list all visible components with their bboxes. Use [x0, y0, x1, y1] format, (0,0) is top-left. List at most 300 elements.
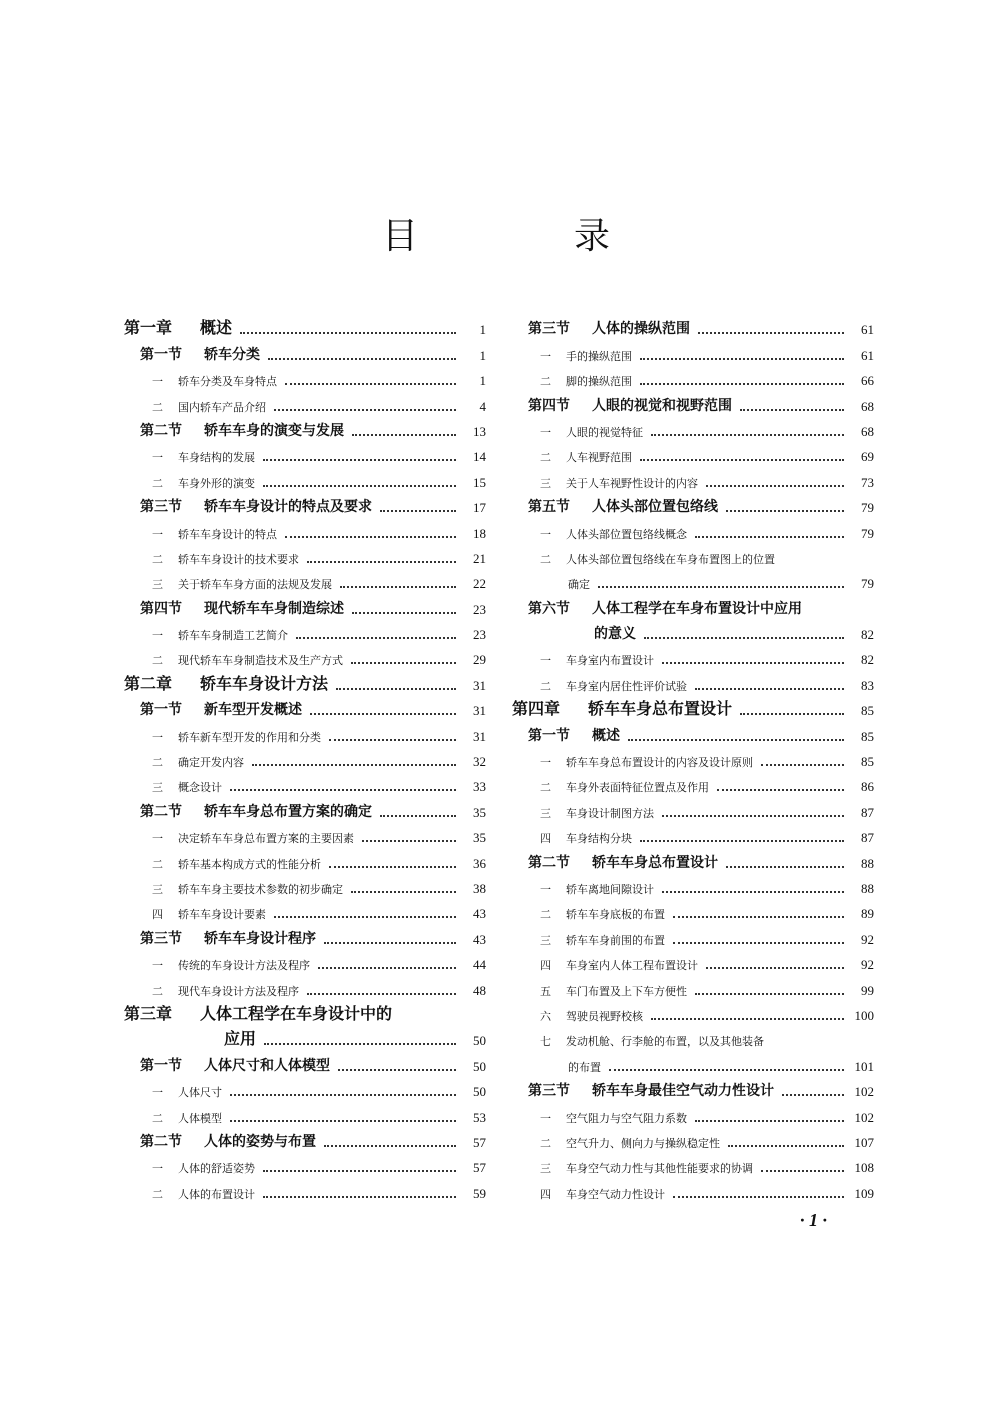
toc-entry-title: 轿车车身的演变与发展 — [204, 422, 344, 439]
dot-leader — [263, 1196, 456, 1198]
toc-entry-number: 二 — [540, 1136, 551, 1150]
dot-leader — [695, 993, 844, 995]
toc-entry-number: 二 — [540, 781, 551, 795]
toc-entry-title: 轿车新车型开发的作用和分类 — [178, 730, 321, 744]
toc-entry-page: 36 — [473, 855, 486, 871]
toc-entry-number: 一 — [152, 1086, 163, 1100]
toc-item-entry — [124, 443, 486, 468]
toc-entry-page: 50 — [473, 1058, 486, 1074]
toc-entry-title: 现代轿车车身制造技术及生产方式 — [178, 654, 343, 668]
toc-item-entry — [124, 951, 486, 976]
toc-item-entry — [124, 1179, 486, 1204]
toc-entry-page: 82 — [861, 627, 874, 643]
toc-entry-page: 100 — [854, 1007, 874, 1023]
toc-section-entry — [512, 494, 874, 519]
toc-item-entry — [512, 646, 874, 671]
dot-leader — [695, 1120, 844, 1122]
dot-leader — [662, 891, 844, 893]
toc-entry-title: 车身设计制图方法 — [566, 806, 654, 820]
toc-entry-title: 轿车车身设计要素 — [178, 908, 266, 922]
dot-leader — [726, 510, 844, 512]
toc-section-entry — [512, 392, 874, 417]
toc-entry-title: 轿车分类 — [204, 346, 260, 363]
toc-item-entry — [124, 849, 486, 874]
dot-leader — [640, 459, 844, 461]
toc-entry-page: 101 — [854, 1058, 874, 1074]
toc-entry-page: 23 — [473, 627, 486, 643]
dot-leader — [307, 993, 456, 995]
toc-entry-page: 89 — [861, 906, 874, 922]
toc-entry-page: 92 — [861, 957, 874, 973]
toc-item-entry — [512, 570, 874, 595]
dot-leader — [263, 1170, 456, 1172]
toc-section-entry — [124, 925, 486, 950]
toc-entry-page: 32 — [473, 754, 486, 770]
toc-entry-number: 一 — [540, 756, 551, 770]
toc-entry-page: 29 — [473, 652, 486, 668]
toc-entry-page: 21 — [473, 550, 486, 566]
toc-item-entry — [124, 773, 486, 798]
toc-entry-page: 35 — [473, 830, 486, 846]
toc-entry-number: 第四节 — [140, 600, 182, 617]
toc-chapter-entry — [124, 316, 486, 341]
dot-leader — [695, 536, 844, 538]
toc-entry-number: 一 — [152, 629, 163, 643]
dot-leader — [263, 459, 456, 461]
dot-leader — [609, 1069, 844, 1071]
toc-entry-number: 二 — [152, 756, 163, 770]
toc-entry-number: 七 — [540, 1035, 551, 1049]
dot-leader — [329, 866, 456, 868]
toc-entry-title: 人眼的视觉特征 — [566, 425, 643, 439]
toc-entry-number: 二 — [540, 552, 551, 566]
toc-entry-page: 43 — [473, 931, 486, 947]
toc-item-entry — [512, 468, 874, 493]
toc-entry-page: 43 — [473, 906, 486, 922]
dot-leader — [307, 561, 456, 563]
dot-leader — [640, 383, 844, 385]
dot-leader — [628, 739, 844, 741]
toc-entry-page: 33 — [473, 779, 486, 795]
toc-item-entry — [512, 1052, 874, 1077]
toc-entry-page: 99 — [861, 982, 874, 998]
dot-leader — [263, 485, 456, 487]
dot-leader — [640, 358, 844, 360]
toc-section-entry — [512, 722, 874, 747]
toc-entry-number: 一 — [540, 882, 551, 896]
page-title: 目 录 — [381, 216, 670, 257]
toc-entry-number: 三 — [540, 1162, 551, 1176]
toc-item-entry — [124, 367, 486, 392]
toc-entry-title: 车身室内布置设计 — [566, 654, 654, 668]
toc-entry-page: 79 — [861, 500, 874, 516]
toc-entry-number: 第二章 — [124, 673, 173, 693]
toc-entry-title: 车身外形的演变 — [178, 476, 255, 490]
toc-entry-number: 四 — [540, 832, 551, 846]
toc-item-entry — [124, 646, 486, 671]
dot-leader — [662, 662, 844, 664]
toc-entry-title: 人体的姿势与布置 — [204, 1133, 316, 1150]
toc-entry-page: 88 — [861, 880, 874, 896]
toc-section-entry — [124, 418, 486, 443]
toc-entry-number: 第一节 — [140, 702, 182, 719]
toc-item-entry — [124, 1078, 486, 1103]
toc-item-entry — [512, 1179, 874, 1204]
toc-section-entry — [124, 1129, 486, 1154]
dot-leader — [362, 840, 456, 842]
toc-chapter-entry — [124, 1002, 486, 1027]
toc-entry-number: 一 — [540, 425, 551, 439]
dot-leader — [338, 1069, 456, 1071]
dot-leader — [706, 485, 844, 487]
toc-item-entry — [124, 570, 486, 595]
toc-chapter-entry — [124, 1027, 486, 1052]
toc-entry-page: 31 — [473, 728, 486, 744]
toc-entry-title: 概念设计 — [178, 781, 222, 795]
dot-leader — [352, 434, 456, 436]
dot-leader — [324, 1145, 456, 1147]
toc-entry-number: 三 — [540, 476, 551, 490]
toc-entry-number: 一 — [152, 527, 163, 541]
toc-item-entry — [124, 1103, 486, 1128]
dot-leader — [340, 586, 456, 588]
toc-entry-title: 人体的操纵范围 — [592, 321, 690, 338]
toc-entry-number: 二 — [152, 1111, 163, 1125]
dot-leader — [740, 713, 844, 715]
toc-entry-title: 的布置 — [568, 1060, 601, 1074]
toc-item-entry — [512, 798, 874, 823]
toc-entry-page: 22 — [473, 576, 486, 592]
toc-entry-title: 轿车车身最佳空气动力性设计 — [592, 1083, 774, 1100]
dot-leader — [644, 637, 844, 639]
toc-entry-number: 二 — [540, 375, 551, 389]
toc-entry-page: 107 — [854, 1134, 874, 1150]
toc-entry-page: 92 — [861, 931, 874, 947]
toc-entry-title: 车身结构的发展 — [178, 451, 255, 465]
toc-entry-title: 确定 — [568, 578, 590, 592]
toc-item-entry — [512, 1129, 874, 1154]
dot-leader — [329, 739, 456, 741]
dot-leader — [285, 536, 456, 538]
toc-entry-number: 二 — [540, 451, 551, 465]
toc-left-column — [124, 316, 486, 1205]
toc-section-entry — [512, 1078, 874, 1103]
dot-leader — [324, 942, 456, 944]
dot-leader — [695, 688, 844, 690]
toc-entry-title: 人体的布置设计 — [178, 1187, 255, 1201]
toc-entry-page: 35 — [473, 804, 486, 820]
toc-chapter-entry — [124, 671, 486, 696]
toc-entry-title: 人体尺寸 — [178, 1086, 222, 1100]
toc-entry-title: 轿车基本构成方式的性能分析 — [178, 857, 321, 871]
toc-item-entry — [124, 519, 486, 544]
toc-entry-title: 轿车车身设计的特点 — [178, 527, 277, 541]
dot-leader — [352, 612, 456, 614]
toc-entry-page: 86 — [861, 779, 874, 795]
toc-entry-title: 驾驶员视野校核 — [566, 1009, 643, 1023]
toc-item-entry — [512, 925, 874, 950]
toc-item-entry — [512, 1002, 874, 1027]
toc-entry-page: 68 — [861, 423, 874, 439]
toc-item-entry — [512, 545, 874, 570]
toc-item-entry — [512, 773, 874, 798]
toc-entry-number: 二 — [152, 552, 163, 566]
toc-entry-page: 79 — [861, 576, 874, 592]
toc-entry-title: 概述 — [200, 318, 233, 338]
toc-section-entry — [512, 595, 874, 620]
toc-entry-title: 轿车车身前围的布置 — [566, 933, 665, 947]
toc-entry-number: 一 — [540, 527, 551, 541]
toc-entry-title: 轿车车身总布置设计 — [592, 854, 718, 871]
toc-entry-number: 二 — [152, 984, 163, 998]
dot-leader — [264, 1043, 456, 1045]
dot-leader — [651, 434, 844, 436]
toc-item-entry — [124, 468, 486, 493]
toc-entry-page: 85 — [861, 703, 874, 719]
toc-entry-title: 脚的操纵范围 — [566, 375, 632, 389]
toc-item-entry — [512, 951, 874, 976]
toc-entry-title: 决定轿车车身总布置方案的主要因素 — [178, 832, 354, 846]
toc-entry-title: 新车型开发概述 — [204, 702, 302, 719]
toc-section-entry — [124, 595, 486, 620]
dot-leader — [240, 332, 456, 334]
toc-entry-number: 一 — [540, 1111, 551, 1125]
toc-entry-title: 人体尺寸和人体模型 — [204, 1057, 330, 1074]
toc-entry-title: 轿车车身总布置方案的确定 — [204, 803, 372, 820]
toc-entry-number: 三 — [540, 933, 551, 947]
toc-entry-number: 三 — [152, 578, 163, 592]
toc-entry-page: 1 — [479, 347, 486, 363]
toc-item-entry — [512, 1154, 874, 1179]
toc-entry-title: 人体的舒适姿势 — [178, 1162, 255, 1176]
toc-item-entry — [124, 976, 486, 1001]
toc-entry-title: 车身室内人体工程布置设计 — [566, 959, 698, 973]
toc-entry-number: 第一节 — [140, 346, 182, 363]
toc-section-entry — [124, 341, 486, 366]
toc-item-entry — [512, 976, 874, 1001]
toc-entry-page: 31 — [473, 677, 486, 693]
dot-leader — [662, 815, 844, 817]
toc-entry-page: 83 — [861, 677, 874, 693]
toc-entry-title: 轿车车身设计方法 — [200, 673, 329, 693]
toc-item-entry — [124, 621, 486, 646]
toc-section-entry — [124, 494, 486, 519]
toc-entry-page: 73 — [861, 474, 874, 490]
toc-item-entry — [124, 545, 486, 570]
toc-entry-title: 轿车车身设计的特点及要求 — [204, 499, 372, 516]
toc-entry-page: 102 — [854, 1084, 874, 1100]
dot-leader — [380, 510, 456, 512]
toc-entry-number: 第三节 — [140, 499, 182, 516]
toc-entry-title: 人体头部位置包络线 — [592, 499, 718, 516]
toc-entry-number: 第二节 — [140, 803, 182, 820]
toc-section-entry — [124, 798, 486, 823]
dot-leader — [782, 1094, 844, 1096]
toc-entry-title: 空气升力、侧向力与操纵稳定性 — [566, 1136, 720, 1150]
toc-entry-number: 一 — [152, 832, 163, 846]
dot-leader — [351, 891, 456, 893]
toc-entry-title: 车身空气动力性与其他性能要求的协调 — [566, 1162, 753, 1176]
toc-entry-number: 二 — [152, 654, 163, 668]
toc-item-entry — [512, 341, 874, 366]
toc-entry-number: 一 — [540, 654, 551, 668]
dot-leader — [673, 1196, 844, 1198]
dot-leader — [318, 967, 456, 969]
toc-entry-title: 人体模型 — [178, 1111, 222, 1125]
toc-entry-number: 第五节 — [528, 499, 570, 516]
toc-item-entry — [512, 1027, 874, 1052]
toc-entry-number: 四 — [152, 908, 163, 922]
toc-entry-title: 关于轿车车身方面的法规及发展 — [178, 578, 332, 592]
toc-item-entry — [512, 875, 874, 900]
dot-leader — [761, 764, 844, 766]
dot-leader — [673, 942, 844, 944]
dot-leader — [230, 1094, 456, 1096]
toc-entry-number: 一 — [152, 1162, 163, 1176]
toc-entry-title: 国内轿车产品介绍 — [178, 400, 266, 414]
toc-entry-title: 轿车车身底板的布置 — [566, 908, 665, 922]
toc-entry-number: 一 — [152, 730, 163, 744]
dot-leader — [230, 789, 456, 791]
toc-entry-number: 三 — [152, 781, 163, 795]
toc-entry-page: 15 — [473, 474, 486, 490]
toc-entry-number: 第三节 — [140, 930, 182, 947]
toc-entry-number: 第三节 — [528, 1083, 570, 1100]
dot-leader — [285, 383, 456, 385]
toc-entry-number: 一 — [152, 451, 163, 465]
toc-entry-title: 关于人车视野性设计的内容 — [566, 476, 698, 490]
toc-entry-page: 1 — [479, 373, 486, 389]
dot-leader — [380, 815, 456, 817]
toc-item-entry — [124, 748, 486, 773]
toc-item-entry — [124, 722, 486, 747]
toc-entry-number: 第四章 — [512, 699, 561, 719]
dot-leader — [698, 332, 844, 334]
toc-entry-page: 68 — [861, 398, 874, 414]
toc-entry-title: 发动机舱、行李舱的布置，以及其他装备 — [566, 1035, 764, 1049]
toc-section-entry — [512, 621, 874, 646]
toc-entry-title: 人眼的视觉和视野范围 — [592, 397, 732, 414]
toc-entry-page: 79 — [861, 525, 874, 541]
toc-entry-number: 二 — [152, 1187, 163, 1201]
toc-entry-number: 第四节 — [528, 397, 570, 414]
dot-leader — [726, 866, 844, 868]
toc-entry-title: 车身外表面特征位置点及作用 — [566, 781, 709, 795]
toc-item-entry — [124, 875, 486, 900]
toc-entry-page: 44 — [473, 957, 486, 973]
toc-entry-page: 31 — [473, 703, 486, 719]
dot-leader — [651, 1018, 844, 1020]
toc-item-entry — [512, 900, 874, 925]
toc-right-column — [512, 316, 874, 1205]
toc-entry-number: 第二节 — [140, 1133, 182, 1150]
toc-entry-title: 轿车分类及车身特点 — [178, 375, 277, 389]
toc-entry-title: 应用 — [224, 1029, 257, 1049]
dot-leader — [740, 409, 844, 411]
toc-entry-number: 二 — [540, 679, 551, 693]
toc-entry-number: 四 — [540, 959, 551, 973]
toc-entry-title: 人车视野范围 — [566, 451, 632, 465]
toc-entry-title: 现代轿车车身制造综述 — [204, 600, 344, 617]
toc-entry-page: 61 — [861, 347, 874, 363]
toc-entry-page: 85 — [861, 754, 874, 770]
toc-entry-number: 第二节 — [140, 422, 182, 439]
toc-item-entry — [512, 443, 874, 468]
dot-leader — [274, 916, 456, 918]
toc-entry-title: 的意义 — [594, 626, 636, 643]
toc-section-entry — [124, 1052, 486, 1077]
dot-leader — [717, 789, 844, 791]
toc-entry-title: 轿车离地间隙设计 — [566, 882, 654, 896]
toc-entry-title: 传统的车身设计方法及程序 — [178, 959, 310, 973]
toc-entry-page: 18 — [473, 525, 486, 541]
toc-entry-page: 82 — [861, 652, 874, 668]
toc-section-entry — [124, 697, 486, 722]
toc-entry-number: 第一章 — [124, 318, 173, 338]
dot-leader — [274, 409, 456, 411]
toc-entry-number: 二 — [540, 908, 551, 922]
toc-item-entry — [512, 748, 874, 773]
toc-entry-number: 一 — [540, 349, 551, 363]
toc-chapter-entry — [512, 697, 874, 722]
toc-entry-number: 二 — [152, 476, 163, 490]
toc-entry-number: 第六节 — [528, 600, 570, 617]
toc-entry-page: 87 — [861, 830, 874, 846]
toc-entry-page: 102 — [854, 1109, 874, 1125]
toc-entry-title: 人体工程学在车身布置设计中应用 — [592, 600, 802, 617]
dot-leader — [706, 967, 844, 969]
toc-section-entry — [512, 849, 874, 874]
toc-entry-page: 87 — [861, 804, 874, 820]
toc-entry-title: 概述 — [592, 727, 620, 744]
toc-entry-page: 59 — [473, 1185, 486, 1201]
toc-entry-page: 14 — [473, 449, 486, 465]
toc-entry-page: 108 — [854, 1160, 874, 1176]
toc-entry-page: 57 — [473, 1160, 486, 1176]
toc-entry-number: 三 — [152, 882, 163, 896]
toc-item-entry — [512, 519, 874, 544]
toc-entry-page: 69 — [861, 449, 874, 465]
toc-item-entry — [124, 1154, 486, 1179]
toc-entry-page: 57 — [473, 1134, 486, 1150]
toc-entry-title: 车身室内居住性评价试验 — [566, 679, 687, 693]
toc-entry-title: 轿车车身设计程序 — [204, 930, 316, 947]
toc-entry-number: 一 — [152, 959, 163, 973]
toc-entry-title: 手的操纵范围 — [566, 349, 632, 363]
dot-leader — [230, 1120, 456, 1122]
toc-entry-number: 五 — [540, 984, 551, 998]
toc-item-entry — [124, 824, 486, 849]
toc-entry-page: 48 — [473, 982, 486, 998]
toc-entry-title: 车身空气动力性设计 — [566, 1187, 665, 1201]
toc-entry-number: 第三节 — [528, 321, 570, 338]
toc-entry-page: 53 — [473, 1109, 486, 1125]
toc-entry-title: 轿车车身设计的技术要求 — [178, 552, 299, 566]
toc-entry-page: 13 — [473, 423, 486, 439]
toc-item-entry — [124, 392, 486, 417]
toc-entry-title: 人体头部位置包络线概念 — [566, 527, 687, 541]
dot-leader — [310, 713, 456, 715]
toc-entry-title: 空气阻力与空气阻力系数 — [566, 1111, 687, 1125]
toc-entry-number: 三 — [540, 806, 551, 820]
toc-entry-number: 二 — [152, 857, 163, 871]
toc-entry-title: 轿车车身制造工艺简介 — [178, 629, 288, 643]
toc-entry-number: 第一节 — [140, 1057, 182, 1074]
dot-leader — [761, 1170, 844, 1172]
toc-item-entry — [512, 671, 874, 696]
toc-entry-title: 车门布置及上下车方便性 — [566, 984, 687, 998]
toc-entry-page: 61 — [861, 322, 874, 338]
